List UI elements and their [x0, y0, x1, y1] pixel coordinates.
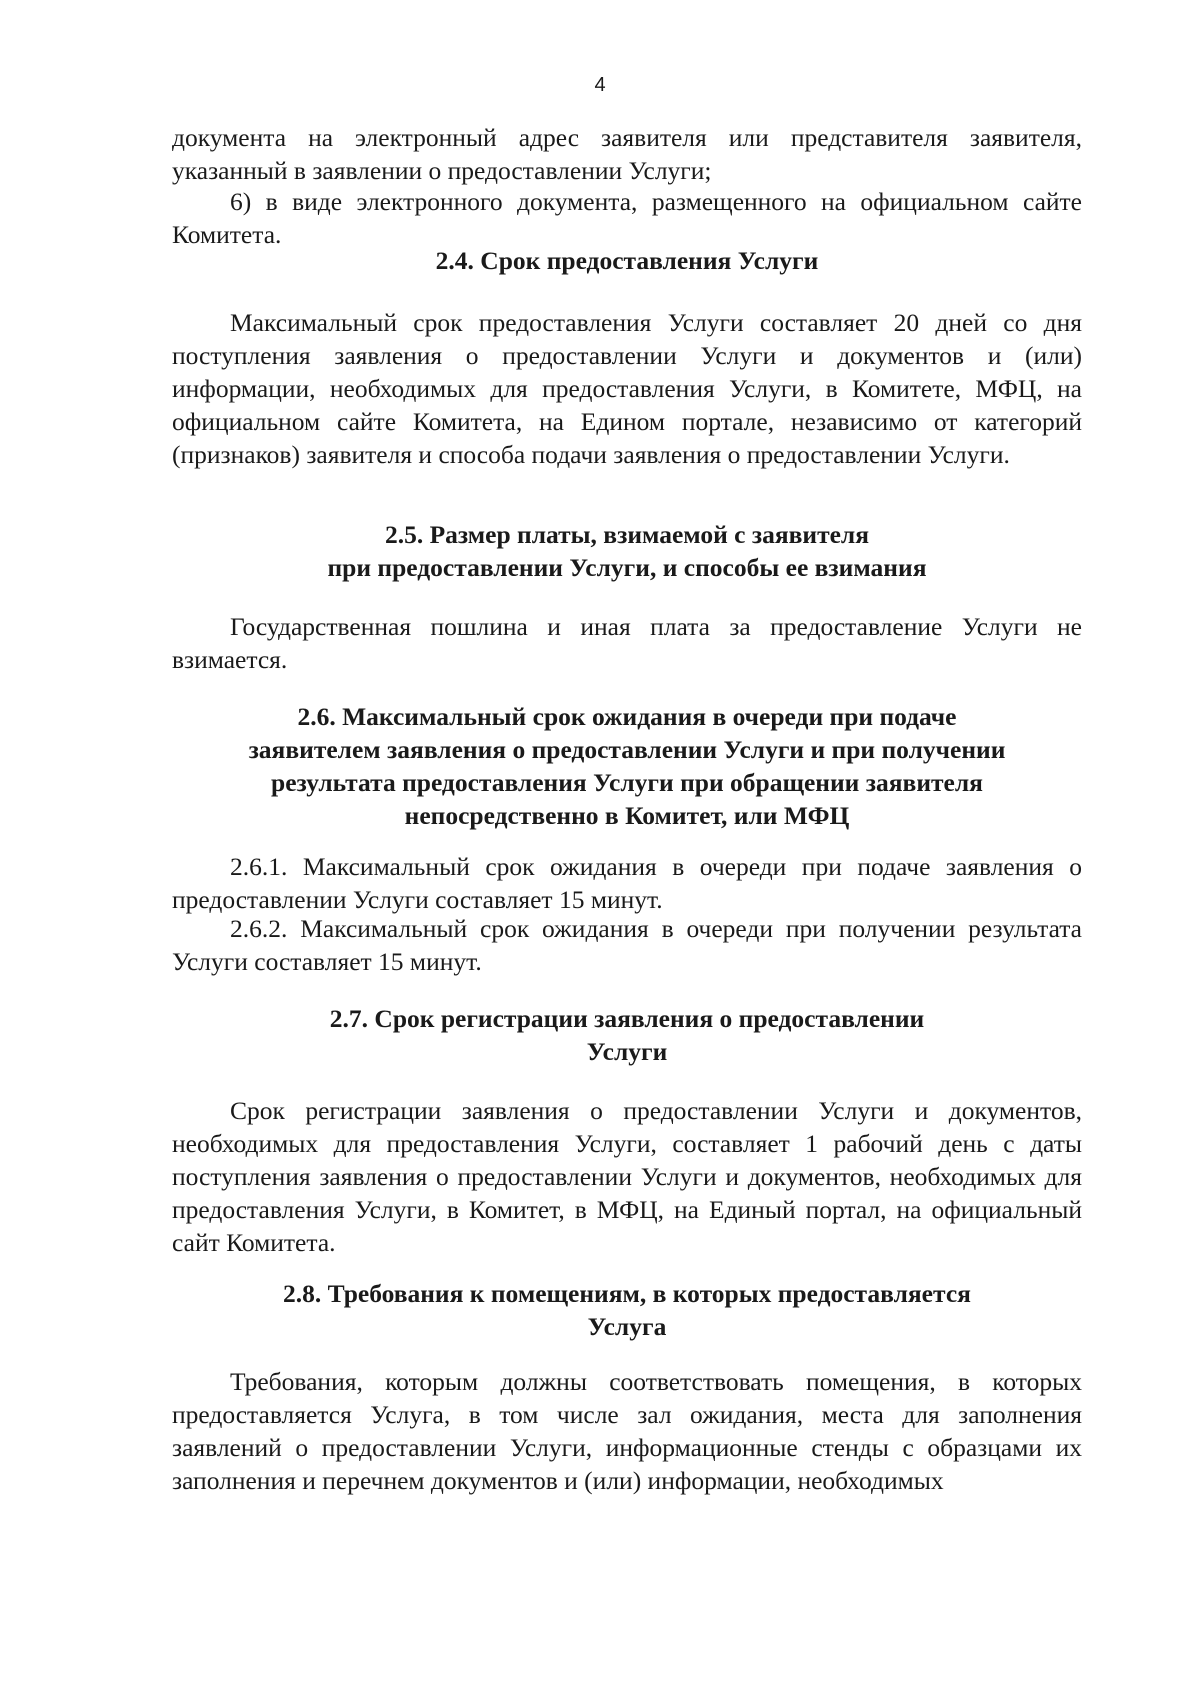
section-2-6-heading-line-3: результата предоставления Услуги при обращении заявителя [271, 768, 983, 797]
intro-paragraph-2: 6) в виде электронного документа, размещенного на официальном сайте Комитета. [172, 187, 1082, 249]
section-2-6-heading [172, 700, 1082, 832]
section-2-6-heading-line-1: 2.6. Максимальный срок ожидания в очереди при подаче [297, 702, 957, 731]
page-number: 4 [594, 74, 606, 96]
section-2-6-paragraph-2: 2.6.2. Максимальный срок ожидания в очереди при получении результата Услуги составляет 15 минут. [172, 914, 1082, 976]
section-2-8-heading [172, 1277, 1082, 1343]
section-2-5-heading [172, 518, 1082, 584]
section-2-7-body: Срок регистрации заявления о предоставлении Услуги и документов, необходимых для предоставления Услуги, составляет 1 рабочий день с даты поступления заявления о предоставлении Услуги и документов, необходимых для предоставления Услуги, в Комитет, в МФЦ, на Единый портал, на официальный сайт Комитета. [172, 1096, 1082, 1257]
section-2-6-heading-line-4: непосредственно в Комитет, или МФЦ [404, 801, 850, 830]
section-2-7-heading [172, 1002, 1082, 1068]
section-2-4-body: Максимальный срок предоставления Услуги составляет 20 дней со дня поступления заявления о предоставлении Услуги и документов и (или) информации, необходимых для предоставления Услуги, в Комитете, МФЦ, на официальном сайте Комитета, на Едином портале, независимо от категорий (признаков) заявителя и способа подачи заявления о предоставлении Услуги. [172, 308, 1082, 469]
section-2-8-heading-line-2: Услуга [587, 1312, 667, 1341]
section-2-5-body: Государственная пошлина и иная плата за предоставление Услуги не взимается. [172, 612, 1082, 674]
section-2-8-body: Требования, которым должны соответствовать помещения, в которых предоставляется Услуга, в том числе зал ожидания, места для заполнения заявлений о предоставлении Услуги, информационные стенды с образцами их заполнения и перечнем документов и (или) информации, необходимых [172, 1367, 1082, 1495]
section-2-5-heading-line-1: 2.5. Размер платы, взимаемой с заявителя [384, 520, 870, 549]
section-2-4-heading: 2.4. Срок предоставления Услуги [435, 246, 819, 275]
section-2-6-heading-line-2: заявителем заявления о предоставлении Услуги и при получении [248, 735, 1006, 764]
section-2-7-heading-line-2: Услуги [586, 1037, 668, 1066]
section-2-7-heading-line-1: 2.7. Срок регистрации заявления о предоставлении [329, 1004, 925, 1033]
intro-paragraph-1: документа на электронный адрес заявителя или представителя заявителя, указанный в заявлении о предоставлении Услуги; [172, 123, 1082, 185]
section-2-8-heading-line-1: 2.8. Требования к помещениям, в которых предоставляется [283, 1279, 971, 1308]
section-2-5-heading-line-2: при предоставлении Услуги, и способы ее взимания [327, 553, 927, 582]
section-2-6-paragraph-1: 2.6.1. Максимальный срок ожидания в очереди при подаче заявления о предоставлении Услуги составляет 15 минут. [172, 852, 1082, 914]
